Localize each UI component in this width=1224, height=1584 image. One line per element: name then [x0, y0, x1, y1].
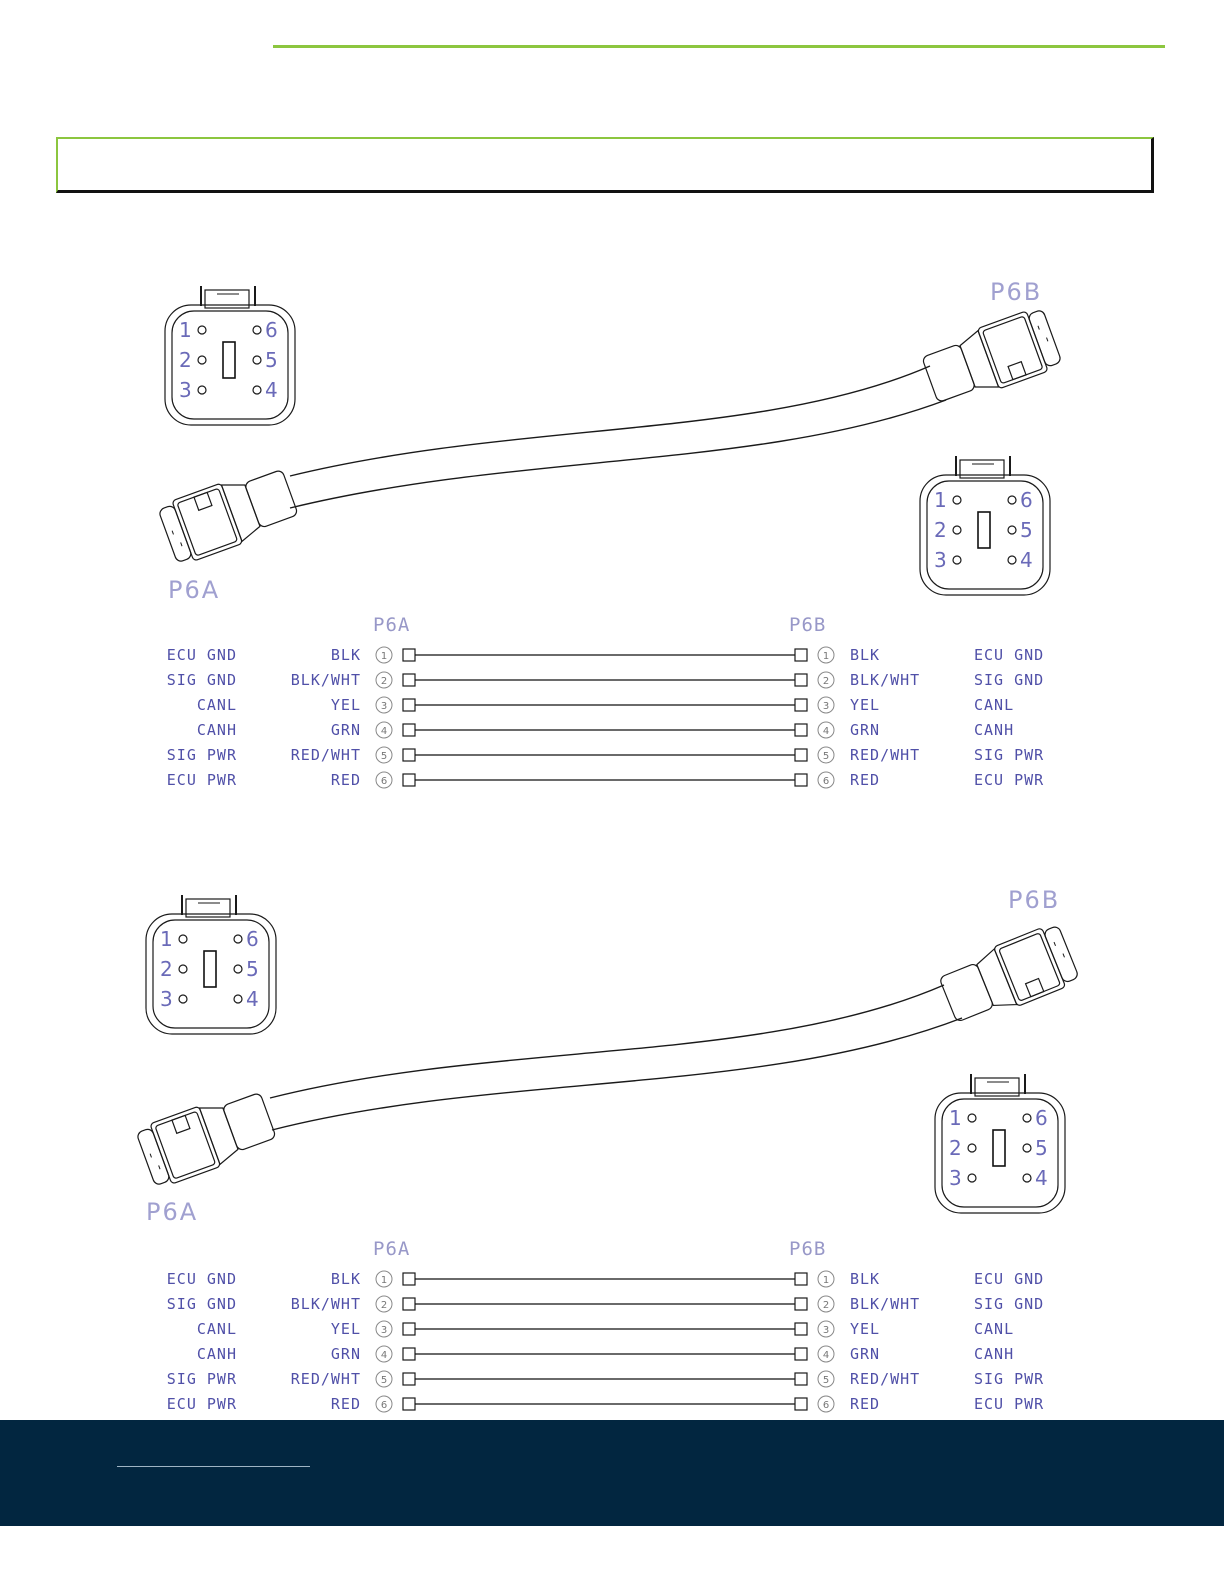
face-pin-label: 2	[949, 1136, 962, 1160]
pin-number-a: 3	[380, 701, 388, 712]
face-pin-label: 2	[934, 518, 947, 542]
face-pin-hole	[968, 1144, 976, 1152]
face-pin-hole	[179, 935, 187, 943]
plug-latch	[1008, 362, 1026, 380]
face-pin-hole	[253, 386, 261, 394]
connector-face	[146, 895, 276, 1034]
plug-body-inner	[982, 316, 1042, 384]
terminal-b	[795, 774, 807, 786]
plug-nose	[158, 505, 192, 563]
face-pin-label: 5	[1035, 1136, 1048, 1160]
wire-color-b: BLK/WHT	[850, 1295, 921, 1313]
face-pin-label: 4	[265, 378, 278, 402]
terminal-b	[795, 724, 807, 736]
plug-a-side-view	[135, 1085, 279, 1190]
wire-color-b: YEL	[850, 696, 881, 714]
page-footer	[0, 1420, 1224, 1526]
wire-color-a: BLK/WHT	[290, 1295, 361, 1313]
connector-face	[935, 1074, 1065, 1213]
connector-tag-b: P6B	[990, 278, 1043, 306]
face-pin-label: 3	[160, 987, 173, 1011]
face-pin-label: 1	[949, 1106, 962, 1130]
plug-boot	[939, 963, 994, 1022]
pin-number-b: 4	[822, 1350, 830, 1361]
wire-row	[167, 1395, 1044, 1413]
plug-nose	[1028, 309, 1062, 367]
face-key	[993, 1130, 1005, 1166]
pin-number-b: 5	[822, 1375, 830, 1386]
wire-signal-a: SIG GND	[166, 671, 237, 689]
wire-signal-b: SIG PWR	[974, 746, 1045, 764]
wire-signal-a: ECU GND	[166, 646, 237, 664]
terminal-a	[403, 1273, 415, 1285]
cable-drawing	[135, 886, 1081, 1413]
pin-number-a: 4	[380, 726, 388, 737]
face-pin-hole	[198, 386, 206, 394]
pin-number-b: 6	[822, 1400, 830, 1411]
pin-number-b: 4	[822, 726, 830, 737]
wire-color-b: YEL	[850, 1320, 881, 1338]
face-pin-hole	[1023, 1114, 1031, 1122]
table-header-a: P6A	[373, 614, 411, 636]
terminal-a	[403, 724, 415, 736]
wire-signal-b: CANH	[974, 721, 1015, 739]
terminal-a	[403, 1373, 415, 1385]
terminal-a	[403, 1348, 415, 1360]
plug-a-side-view	[157, 462, 301, 567]
terminal-a	[403, 674, 415, 686]
face-key	[204, 951, 216, 987]
plug-collar	[974, 949, 1017, 1013]
terminal-b	[795, 649, 807, 661]
connector-tag-a: P6A	[146, 1198, 199, 1226]
plug-pin-mark	[172, 531, 173, 535]
wire-color-a: RED	[330, 1395, 361, 1413]
plug-latch	[1026, 979, 1044, 997]
face-pin-hole	[1008, 526, 1016, 534]
face-pin-hole	[253, 326, 261, 334]
terminal-a	[403, 1398, 415, 1410]
terminal-b	[795, 1373, 807, 1385]
cable-jacket-line	[290, 400, 946, 508]
face-pin-label: 6	[265, 318, 278, 342]
plug-pin-mark	[1047, 338, 1048, 342]
terminal-b	[795, 1348, 807, 1360]
plug-b-side-view	[919, 305, 1063, 410]
face-pin-label: 6	[1035, 1106, 1048, 1130]
face-pin-hole	[1008, 556, 1016, 564]
plug-body	[172, 483, 243, 561]
face-pin-hole	[198, 356, 206, 364]
face-pin-hole	[953, 526, 961, 534]
pin-number-b: 3	[822, 701, 830, 712]
wire-row	[197, 1345, 1014, 1363]
face-key	[223, 342, 235, 378]
connector-tag-a: P6A	[168, 576, 221, 604]
face-pin-hole	[1023, 1174, 1031, 1182]
wire-signal-a: SIG PWR	[166, 746, 237, 764]
wire-color-a: RED/WHT	[290, 1370, 361, 1388]
face-pin-label: 4	[246, 987, 259, 1011]
cable-jacket-line	[272, 1018, 962, 1130]
face-pin-hole	[253, 356, 261, 364]
wire-color-b: BLK/WHT	[850, 671, 921, 689]
wire-row	[197, 696, 1014, 714]
cable-drawing	[157, 278, 1063, 789]
wire-row	[167, 646, 1044, 664]
cable-jacket-line	[270, 985, 944, 1098]
terminal-b	[795, 1298, 807, 1310]
face-pin-label: 1	[179, 318, 192, 342]
pin-number-a: 4	[380, 1350, 388, 1361]
wire-row	[197, 1320, 1014, 1338]
plug-b-side-view	[936, 922, 1081, 1030]
wire-signal-b: CANL	[974, 696, 1015, 714]
terminal-a	[403, 749, 415, 761]
connector-face	[920, 456, 1050, 595]
wire-color-b: GRN	[850, 1345, 881, 1363]
plug-body-inner	[155, 1111, 215, 1179]
wire-color-b: BLK	[850, 646, 881, 664]
face-pin-hole	[198, 326, 206, 334]
face-pin-label: 6	[1020, 488, 1033, 512]
terminal-a	[403, 1323, 415, 1335]
terminal-b	[795, 1323, 807, 1335]
face-pin-hole	[234, 965, 242, 973]
face-pin-label: 5	[246, 957, 259, 981]
wire-color-a: YEL	[330, 696, 361, 714]
face-pin-hole	[968, 1114, 976, 1122]
pin-number-a: 1	[380, 1275, 388, 1286]
plug-body	[150, 1106, 221, 1184]
plug-boot	[244, 469, 298, 528]
plug-nose	[136, 1128, 170, 1186]
face-pin-label: 1	[160, 927, 173, 951]
wire-signal-b: ECU GND	[974, 1270, 1045, 1288]
face-pin-label: 2	[179, 348, 192, 372]
face-pin-hole	[179, 995, 187, 1003]
face-pin-hole	[1008, 496, 1016, 504]
wire-color-b: RED	[850, 1395, 881, 1413]
face-pin-label: 4	[1035, 1166, 1048, 1190]
wire-row	[197, 721, 1014, 739]
plug-body	[977, 311, 1048, 389]
terminal-b	[795, 1273, 807, 1285]
wire-signal-b: SIG PWR	[974, 1370, 1045, 1388]
wire-color-a: GRN	[330, 721, 361, 739]
wire-color-b: RED/WHT	[850, 746, 921, 764]
connector-tag-b: P6B	[1008, 886, 1061, 914]
face-pin-hole	[953, 556, 961, 564]
pin-number-b: 5	[822, 751, 830, 762]
wire-signal-a: CANL	[196, 1320, 237, 1338]
terminal-b	[795, 674, 807, 686]
plug-pin-mark	[1054, 942, 1055, 946]
wire-signal-b: CANL	[974, 1320, 1015, 1338]
terminal-b	[795, 699, 807, 711]
face-pin-hole	[234, 935, 242, 943]
terminal-a	[403, 1298, 415, 1310]
wire-signal-b: SIG GND	[974, 1295, 1045, 1313]
face-pin-label: 3	[949, 1166, 962, 1190]
face-pin-label: 5	[265, 348, 278, 372]
wire-row	[167, 746, 1044, 764]
wire-row	[167, 671, 1044, 689]
terminal-b	[795, 749, 807, 761]
wire-color-b: RED	[850, 771, 881, 789]
face-pin-hole	[953, 496, 961, 504]
pin-number-a: 2	[380, 676, 388, 687]
plug-pin-mark	[181, 542, 182, 546]
pin-number-a: 6	[380, 1400, 388, 1411]
wire-row	[167, 1270, 1044, 1288]
pin-number-a: 5	[380, 751, 388, 762]
face-pin-hole	[968, 1174, 976, 1182]
face-pin-label: 2	[160, 957, 173, 981]
plug-pin-mark	[159, 1165, 160, 1169]
wire-color-a: BLK/WHT	[290, 671, 361, 689]
face-pin-label: 1	[934, 488, 947, 512]
plug-body-inner	[177, 488, 237, 556]
face-pin-label: 5	[1020, 518, 1033, 542]
wire-color-a: BLK	[330, 1270, 361, 1288]
face-pin-hole	[179, 965, 187, 973]
plug-pin-mark	[1063, 954, 1064, 958]
wire-row	[167, 1295, 1044, 1313]
wire-signal-b: ECU PWR	[974, 771, 1045, 789]
face-pin-label: 3	[179, 378, 192, 402]
wire-signal-a: CANH	[196, 721, 237, 739]
plug-boot	[222, 1092, 276, 1151]
plug-body-inner	[999, 933, 1061, 1001]
pin-number-b: 1	[822, 651, 830, 662]
plug-latch	[172, 1115, 190, 1133]
wire-signal-a: ECU GND	[166, 1270, 237, 1288]
face-pin-hole	[1023, 1144, 1031, 1152]
pin-number-a: 2	[380, 1300, 388, 1311]
pin-number-b: 3	[822, 1325, 830, 1336]
connector-face	[165, 286, 295, 425]
pin-number-a: 1	[380, 651, 388, 662]
plug-collar	[957, 331, 998, 395]
wire-color-a: YEL	[330, 1320, 361, 1338]
pin-number-a: 3	[380, 1325, 388, 1336]
table-header-b: P6B	[789, 614, 827, 636]
plug-boot	[922, 344, 976, 403]
wire-signal-a: ECU PWR	[166, 771, 237, 789]
wire-row	[167, 771, 1044, 789]
wire-signal-a: CANH	[196, 1345, 237, 1363]
plug-pin-mark	[1038, 326, 1039, 330]
terminal-b	[795, 1398, 807, 1410]
plug-latch	[194, 492, 212, 510]
wire-row	[167, 1370, 1044, 1388]
face-pin-label: 3	[934, 548, 947, 572]
wire-color-b: GRN	[850, 721, 881, 739]
pin-number-b: 2	[822, 1300, 830, 1311]
pin-number-b: 1	[822, 1275, 830, 1286]
wire-color-a: BLK	[330, 646, 361, 664]
wire-color-a: GRN	[330, 1345, 361, 1363]
wire-color-b: RED/WHT	[850, 1370, 921, 1388]
plug-collar	[199, 1100, 240, 1164]
wire-signal-b: SIG GND	[974, 671, 1045, 689]
pin-number-a: 5	[380, 1375, 388, 1386]
plug-pin-mark	[150, 1154, 151, 1158]
terminal-a	[403, 649, 415, 661]
terminal-a	[403, 699, 415, 711]
wire-signal-a: ECU PWR	[166, 1395, 237, 1413]
wire-signal-a: SIG PWR	[166, 1370, 237, 1388]
wire-signal-b: ECU GND	[974, 646, 1045, 664]
face-key	[978, 512, 990, 548]
plug-collar	[221, 477, 262, 541]
terminal-a	[403, 774, 415, 786]
wire-signal-a: SIG GND	[166, 1295, 237, 1313]
wire-signal-a: CANL	[196, 696, 237, 714]
footer-link-underline[interactable]	[117, 1466, 310, 1467]
wire-signal-b: ECU PWR	[974, 1395, 1045, 1413]
face-pin-hole	[234, 995, 242, 1003]
table-header-b: P6B	[789, 1238, 827, 1260]
wire-color-a: RED/WHT	[290, 746, 361, 764]
wire-color-b: BLK	[850, 1270, 881, 1288]
table-header-a: P6A	[373, 1238, 411, 1260]
pin-number-b: 2	[822, 676, 830, 687]
face-pin-label: 6	[246, 927, 259, 951]
wire-color-a: RED	[330, 771, 361, 789]
wire-signal-b: CANH	[974, 1345, 1015, 1363]
face-pin-label: 4	[1020, 548, 1033, 572]
pin-number-a: 6	[380, 776, 388, 787]
cable-jacket-line	[290, 366, 930, 476]
pin-number-b: 6	[822, 776, 830, 787]
